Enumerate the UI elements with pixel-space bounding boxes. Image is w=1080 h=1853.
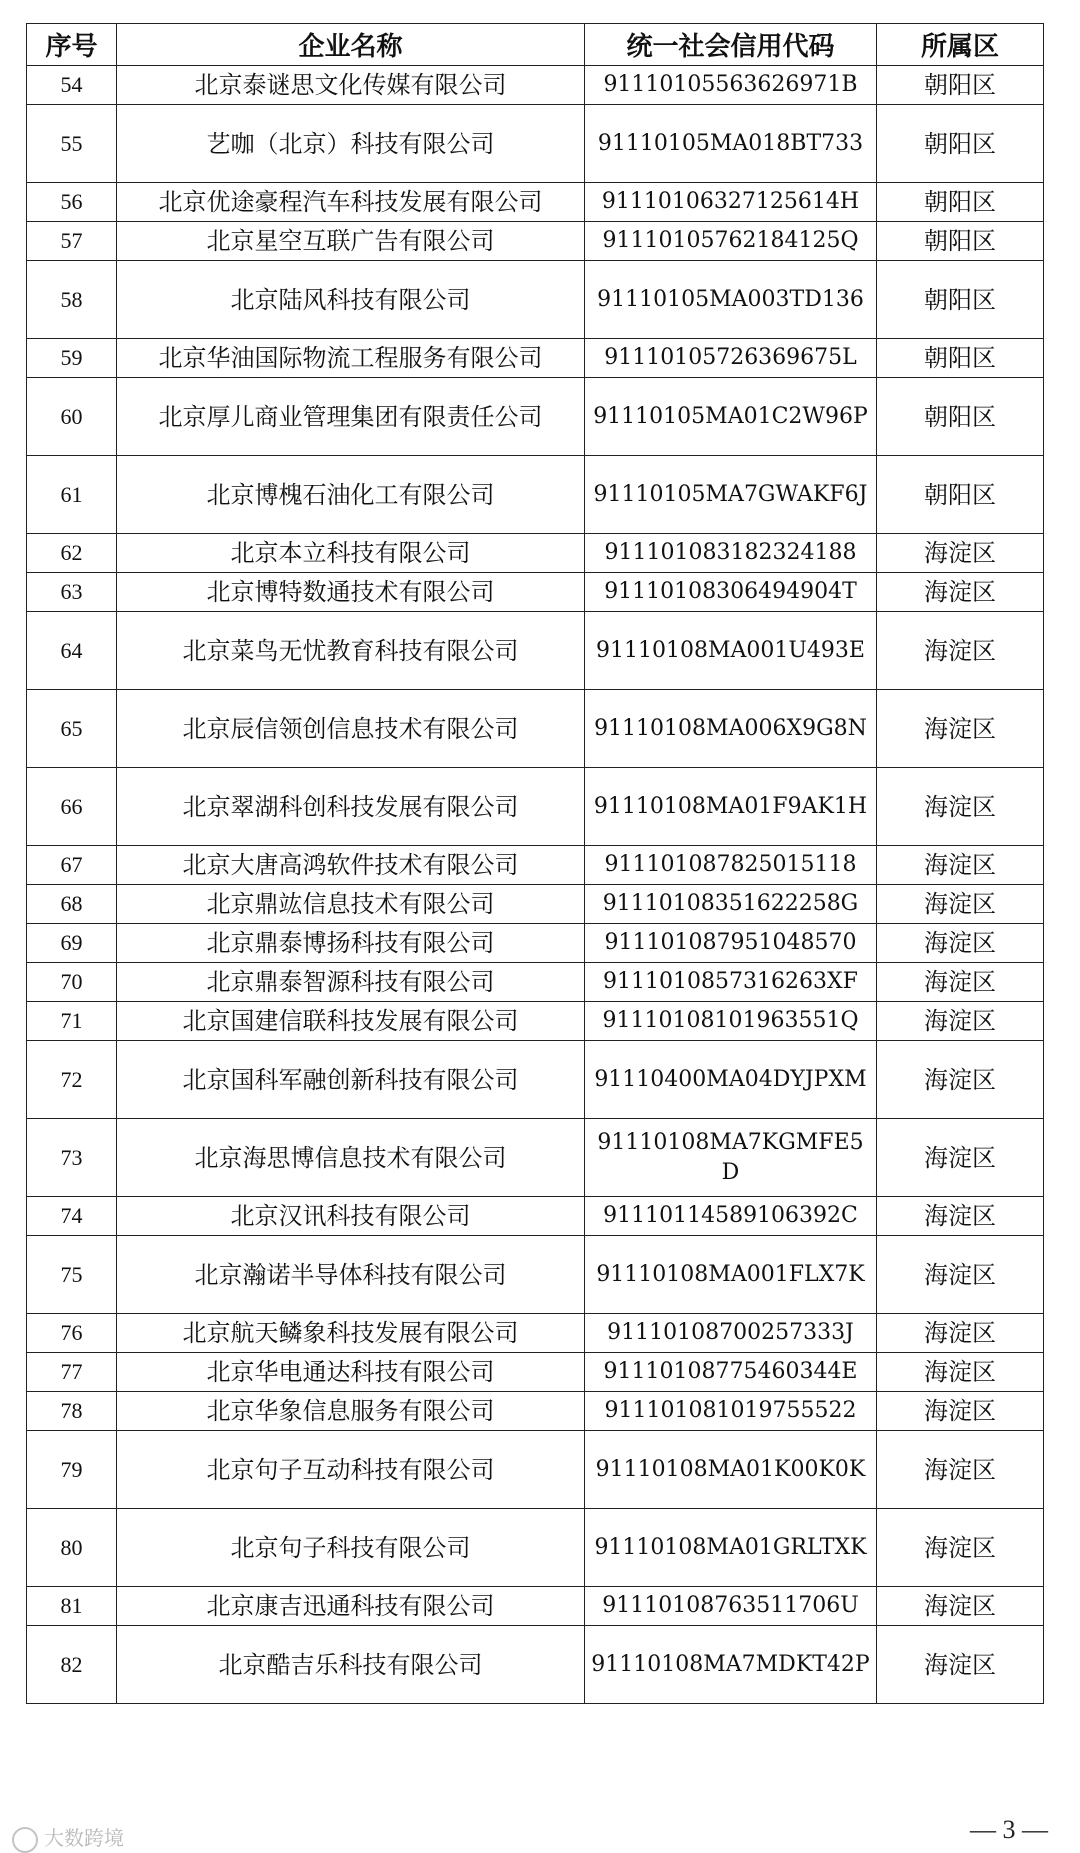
cell-company-name: 北京泰谜思文化传媒有限公司	[117, 66, 585, 105]
table-row	[27, 1587, 1044, 1626]
header-company-name: 企业名称	[117, 24, 585, 66]
cell-index: 55	[27, 105, 117, 183]
table-body	[27, 66, 1044, 1704]
cell-credit-code: 91110105MA01C2W96P	[585, 378, 877, 456]
cell-credit-code: 91110108101963551Q	[585, 1002, 877, 1041]
table-row	[27, 963, 1044, 1002]
table-row	[27, 339, 1044, 378]
cell-district: 海淀区	[877, 1041, 1044, 1119]
cell-index: 78	[27, 1392, 117, 1431]
page-number: — 3 —	[970, 1815, 1048, 1844]
cell-credit-code: 91110108306494904T	[585, 573, 877, 612]
table-header-row	[27, 24, 1044, 66]
cell-district: 海淀区	[877, 1509, 1044, 1587]
cell-company-name: 北京陆风科技有限公司	[117, 261, 585, 339]
cell-company-name: 北京优途豪程汽车科技发展有限公司	[117, 183, 585, 222]
cell-company-name: 北京瀚诺半导体科技有限公司	[117, 1236, 585, 1314]
cell-index: 57	[27, 222, 117, 261]
cell-credit-code: 91110108763511706U	[585, 1587, 877, 1626]
table-row	[27, 456, 1044, 534]
cell-credit-code: 91110108700257333J	[585, 1314, 877, 1353]
cell-district: 海淀区	[877, 1314, 1044, 1353]
cell-company-name: 北京鼎泰博扬科技有限公司	[117, 924, 585, 963]
cell-index: 75	[27, 1236, 117, 1314]
cell-company-name: 北京海思博信息技术有限公司	[117, 1119, 585, 1197]
cell-district: 海淀区	[877, 924, 1044, 963]
table-row	[27, 105, 1044, 183]
cell-district: 朝阳区	[877, 339, 1044, 378]
cell-index: 74	[27, 1197, 117, 1236]
cell-credit-code: 91110108351622258G	[585, 885, 877, 924]
cell-district: 海淀区	[877, 1197, 1044, 1236]
company-list-table	[26, 23, 1044, 1704]
cell-company-name: 北京博槐石油化工有限公司	[117, 456, 585, 534]
cell-company-name: 北京菜鸟无忧教育科技有限公司	[117, 612, 585, 690]
cell-index: 76	[27, 1314, 117, 1353]
table-row	[27, 573, 1044, 612]
table-row	[27, 183, 1044, 222]
cell-company-name: 北京翠湖科创科技发展有限公司	[117, 768, 585, 846]
table-row	[27, 1314, 1044, 1353]
cell-district: 朝阳区	[877, 183, 1044, 222]
cell-index: 67	[27, 846, 117, 885]
cell-index: 64	[27, 612, 117, 690]
cell-district: 朝阳区	[877, 66, 1044, 105]
cell-company-name: 北京华象信息服务有限公司	[117, 1392, 585, 1431]
cell-credit-code: 91110105762184125Q	[585, 222, 877, 261]
cell-index: 69	[27, 924, 117, 963]
table-row	[27, 885, 1044, 924]
cell-company-name: 艺咖（北京）科技有限公司	[117, 105, 585, 183]
cell-district: 海淀区	[877, 534, 1044, 573]
header-district: 所属区	[877, 24, 1044, 66]
cell-company-name: 北京鼎竑信息技术有限公司	[117, 885, 585, 924]
cell-district: 海淀区	[877, 1119, 1044, 1197]
cell-credit-code: 911101087825015118	[585, 846, 877, 885]
cell-index: 73	[27, 1119, 117, 1197]
cell-index: 70	[27, 963, 117, 1002]
cell-company-name: 北京国科军融创新科技有限公司	[117, 1041, 585, 1119]
cell-company-name: 北京博特数通技术有限公司	[117, 573, 585, 612]
cell-index: 56	[27, 183, 117, 222]
table-row	[27, 1431, 1044, 1509]
cell-index: 82	[27, 1626, 117, 1704]
cell-company-name: 北京厚儿商业管理集团有限责任公司	[117, 378, 585, 456]
cell-index: 54	[27, 66, 117, 105]
table-row	[27, 1236, 1044, 1314]
cell-credit-code: 91110105MA003TD136	[585, 261, 877, 339]
cell-district: 海淀区	[877, 1002, 1044, 1041]
cell-district: 朝阳区	[877, 105, 1044, 183]
cell-district: 海淀区	[877, 690, 1044, 768]
table-row	[27, 222, 1044, 261]
cell-district: 海淀区	[877, 846, 1044, 885]
cell-district: 海淀区	[877, 1236, 1044, 1314]
cell-district: 海淀区	[877, 768, 1044, 846]
cell-company-name: 北京汉讯科技有限公司	[117, 1197, 585, 1236]
cell-company-name: 北京酷吉乐科技有限公司	[117, 1626, 585, 1704]
cell-credit-code: 911101083182324188	[585, 534, 877, 573]
table-row	[27, 1119, 1044, 1197]
cell-index: 66	[27, 768, 117, 846]
table-row	[27, 1002, 1044, 1041]
cell-index: 79	[27, 1431, 117, 1509]
cell-credit-code: 91110105726369675L	[585, 339, 877, 378]
cell-district: 海淀区	[877, 1626, 1044, 1704]
cell-index: 63	[27, 573, 117, 612]
cell-district: 朝阳区	[877, 261, 1044, 339]
cell-company-name: 北京航天鳞象科技发展有限公司	[117, 1314, 585, 1353]
table-row	[27, 612, 1044, 690]
cell-index: 81	[27, 1587, 117, 1626]
table-row	[27, 261, 1044, 339]
cell-credit-code: 91110106327125614H	[585, 183, 877, 222]
cell-district: 海淀区	[877, 1392, 1044, 1431]
cell-company-name: 北京句子互动科技有限公司	[117, 1431, 585, 1509]
cell-index: 71	[27, 1002, 117, 1041]
table-row	[27, 1197, 1044, 1236]
cell-credit-code: 91110108MA001U493E	[585, 612, 877, 690]
cell-district: 海淀区	[877, 1353, 1044, 1392]
cell-index: 62	[27, 534, 117, 573]
cell-credit-code: 91110108MA01GRLTXK	[585, 1509, 877, 1587]
cell-credit-code: 91110105MA7GWAKF6J	[585, 456, 877, 534]
cell-district: 海淀区	[877, 612, 1044, 690]
watermark	[12, 1822, 124, 1853]
header-credit-code: 统一社会信用代码	[585, 24, 877, 66]
cell-company-name: 北京康吉迅通科技有限公司	[117, 1587, 585, 1626]
cell-credit-code: 91110108MA01K00K0K	[585, 1431, 877, 1509]
table-row	[27, 1353, 1044, 1392]
table-row	[27, 534, 1044, 573]
cell-index: 80	[27, 1509, 117, 1587]
cell-district: 海淀区	[877, 573, 1044, 612]
cell-credit-code: 91110108MA006X9G8N	[585, 690, 877, 768]
table-row	[27, 66, 1044, 105]
cell-company-name: 北京本立科技有限公司	[117, 534, 585, 573]
table-row	[27, 690, 1044, 768]
cell-credit-code: 911101087951048570	[585, 924, 877, 963]
cell-credit-code: 91110114589106392C	[585, 1197, 877, 1236]
cell-credit-code: 91110108MA7KGMFE5D	[585, 1119, 877, 1197]
watermark-text: 大数跨境	[44, 1826, 124, 1850]
cell-company-name: 北京辰信领创信息技术有限公司	[117, 690, 585, 768]
cell-company-name: 北京华油国际物流工程服务有限公司	[117, 339, 585, 378]
cell-index: 61	[27, 456, 117, 534]
cell-credit-code: 911101081019755522	[585, 1392, 877, 1431]
cell-company-name: 北京大唐高鸿软件技术有限公司	[117, 846, 585, 885]
cell-credit-code: 91110105563626971B	[585, 66, 877, 105]
cell-company-name: 北京国建信联科技发展有限公司	[117, 1002, 585, 1041]
table-row	[27, 768, 1044, 846]
cell-company-name: 北京句子科技有限公司	[117, 1509, 585, 1587]
cell-company-name: 北京星空互联广告有限公司	[117, 222, 585, 261]
cell-district: 朝阳区	[877, 378, 1044, 456]
cell-credit-code: 91110105MA018BT733	[585, 105, 877, 183]
table-row	[27, 1041, 1044, 1119]
cell-credit-code: 9111010857316263XF	[585, 963, 877, 1002]
cell-index: 72	[27, 1041, 117, 1119]
table-row	[27, 924, 1044, 963]
table-row	[27, 1509, 1044, 1587]
cell-district: 朝阳区	[877, 456, 1044, 534]
cell-index: 68	[27, 885, 117, 924]
cell-district: 海淀区	[877, 963, 1044, 1002]
cell-index: 59	[27, 339, 117, 378]
cell-company-name: 北京华电通达科技有限公司	[117, 1353, 585, 1392]
cell-district: 海淀区	[877, 885, 1044, 924]
cell-credit-code: 91110108775460344E	[585, 1353, 877, 1392]
cell-district: 海淀区	[877, 1431, 1044, 1509]
table-row	[27, 846, 1044, 885]
table-row	[27, 1626, 1044, 1704]
table-row	[27, 1392, 1044, 1431]
table-row	[27, 378, 1044, 456]
cell-credit-code: 91110400MA04DYJPXM	[585, 1041, 877, 1119]
watermark-logo-icon	[12, 1827, 38, 1853]
cell-index: 77	[27, 1353, 117, 1392]
cell-credit-code: 91110108MA01F9AK1H	[585, 768, 877, 846]
cell-credit-code: 91110108MA7MDKT42P	[585, 1626, 877, 1704]
cell-district: 海淀区	[877, 1587, 1044, 1626]
cell-index: 58	[27, 261, 117, 339]
cell-credit-code: 91110108MA001FLX7K	[585, 1236, 877, 1314]
header-index: 序号	[27, 24, 117, 66]
cell-index: 65	[27, 690, 117, 768]
cell-index: 60	[27, 378, 117, 456]
cell-company-name: 北京鼎泰智源科技有限公司	[117, 963, 585, 1002]
cell-district: 朝阳区	[877, 222, 1044, 261]
